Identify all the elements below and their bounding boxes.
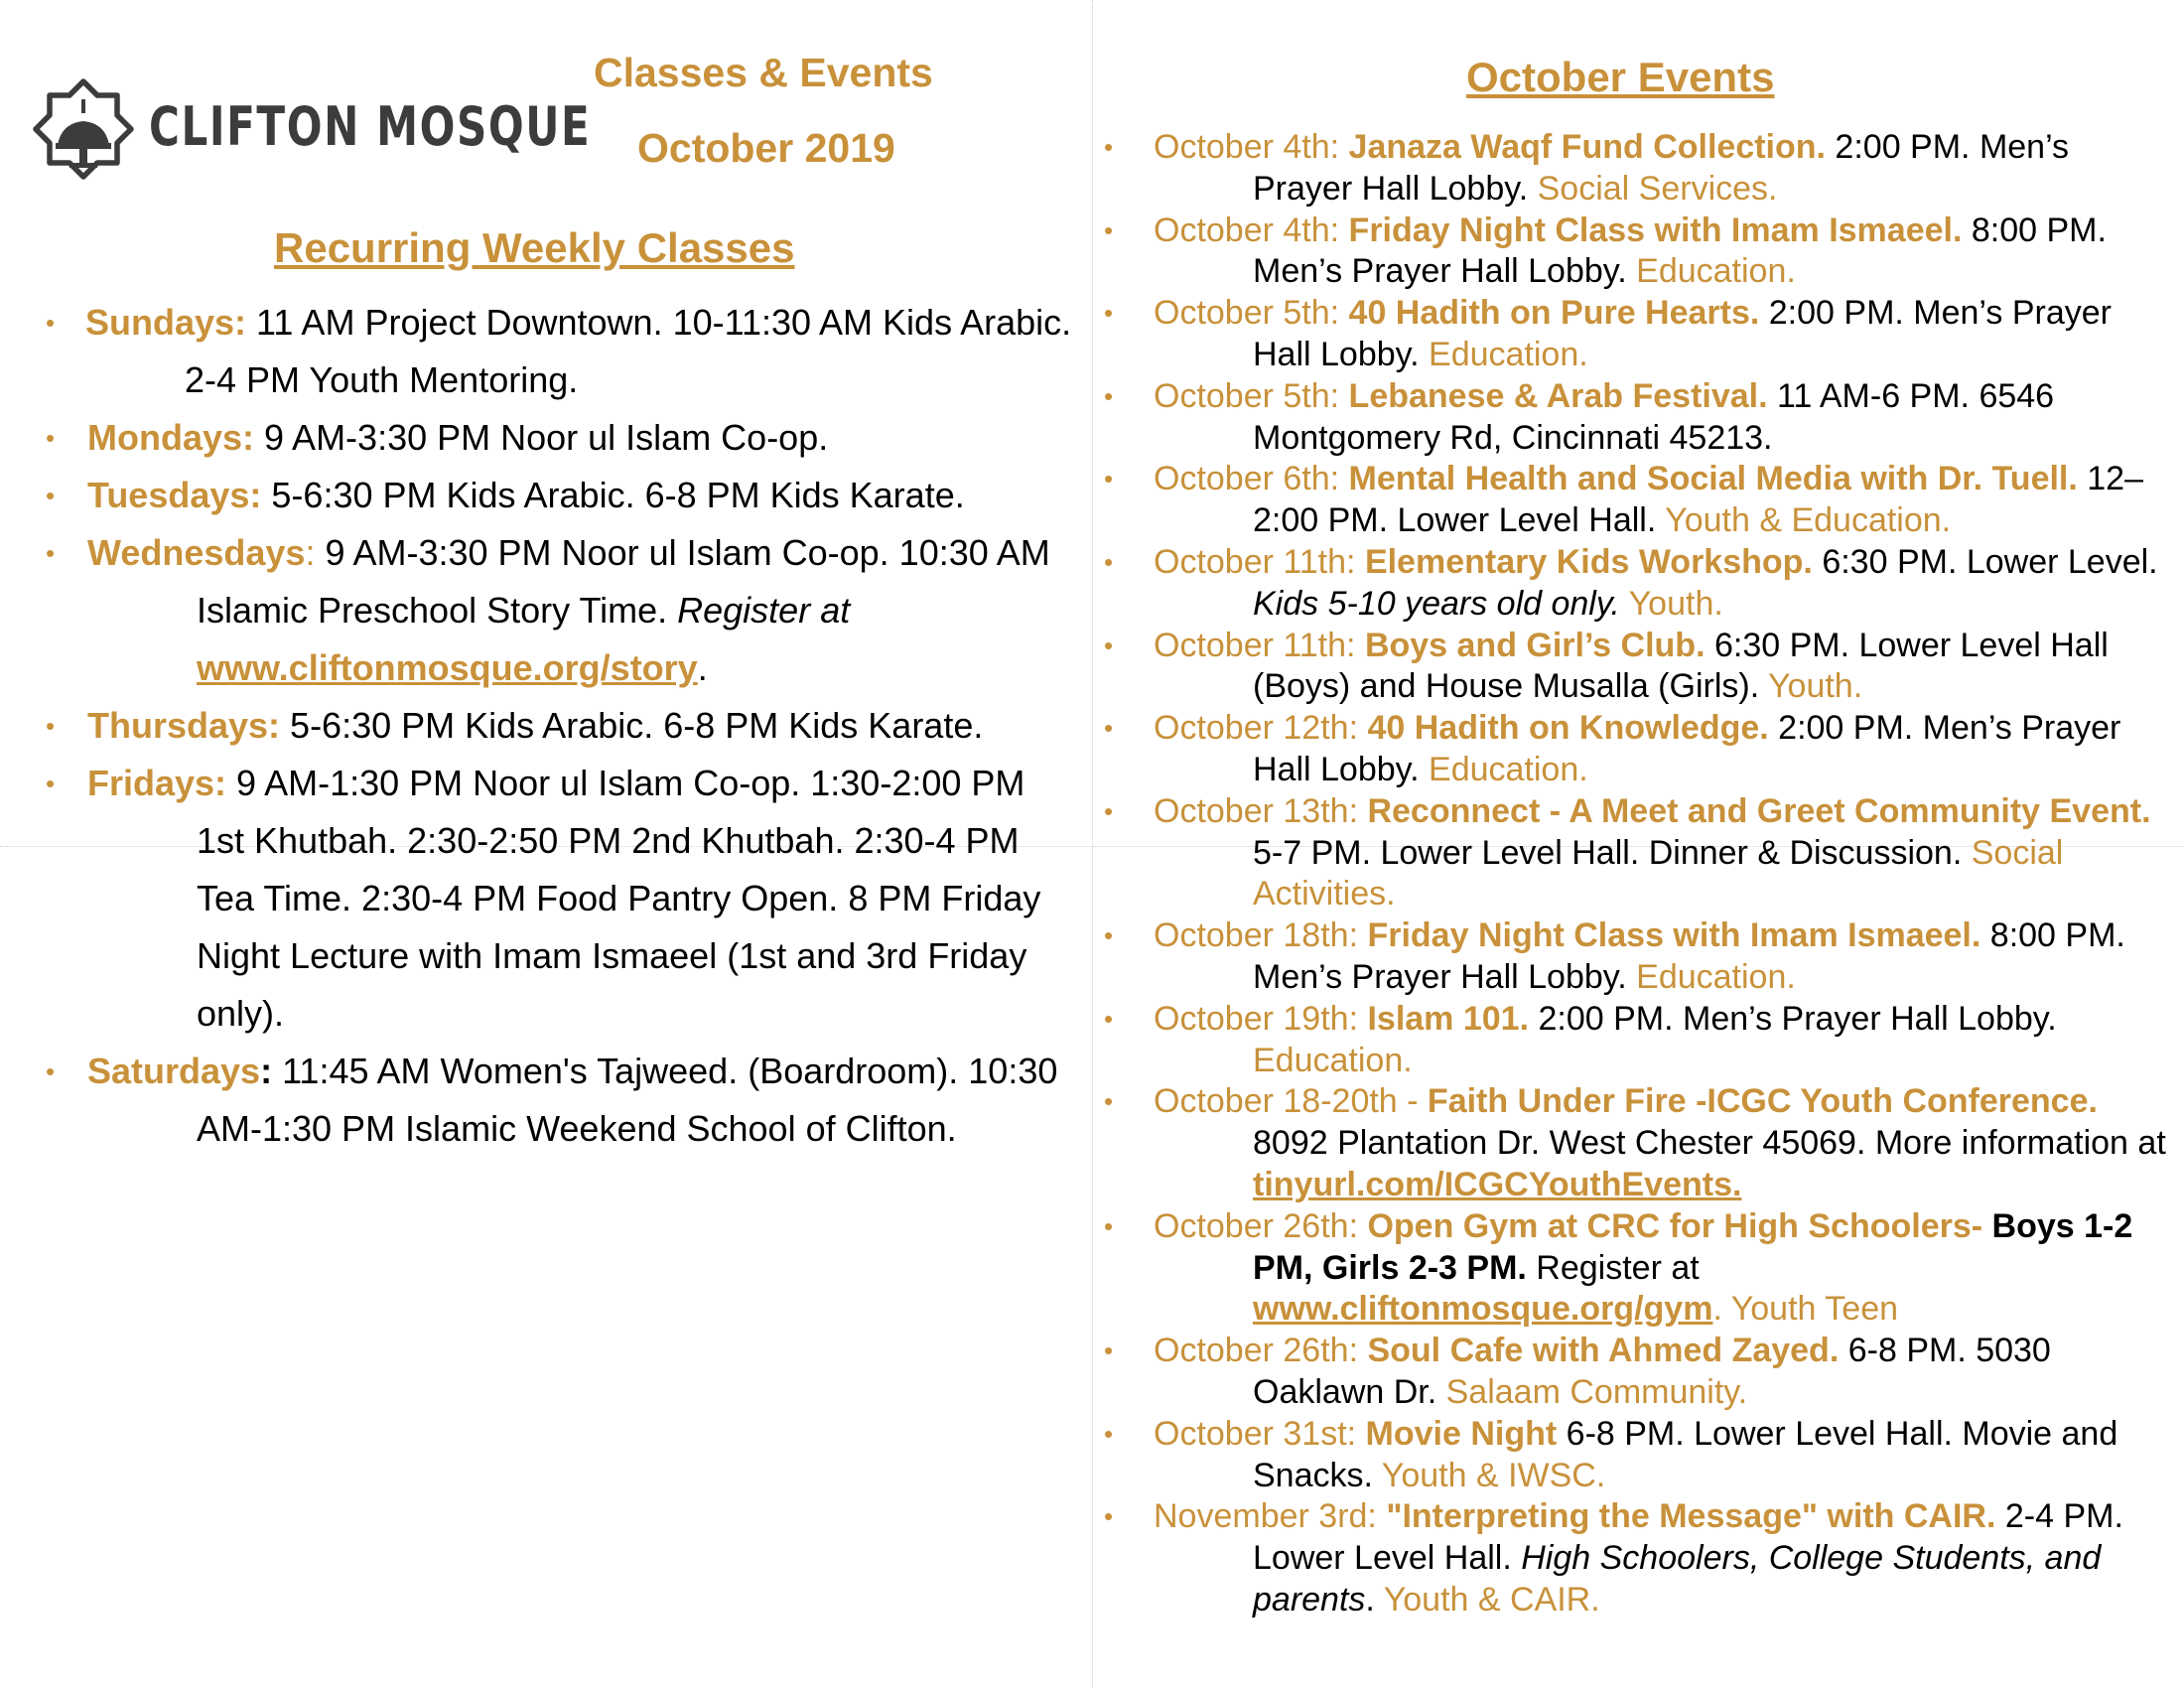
event-date: October 4th: <box>1154 211 1349 249</box>
event-date: October 19th: <box>1154 999 1368 1038</box>
event-date: October 5th: <box>1154 376 1349 415</box>
list-item-mondays <box>0 409 1072 467</box>
event-category: Education. <box>1429 750 1588 788</box>
event-date: October 11th: <box>1154 542 1365 581</box>
story-link[interactable]: www.cliftonmosque.org/story <box>197 647 698 688</box>
class-details: 11 AM Project Downtown. 10-11:30 AM Kids Arabic. 2-4 PM Youth Mentoring. <box>185 302 1072 400</box>
list-item-wednesdays <box>0 524 1072 697</box>
event-details: 6-8 PM. Lower Level Hall. Movie and Snacks. <box>1253 1414 2118 1494</box>
clifton-mosque-logo <box>28 77 592 181</box>
event-date: October 4th: <box>1154 128 1349 166</box>
event-name: Reconnect - A Meet and Greet Community Event. <box>1367 791 2151 830</box>
event-item <box>1092 791 2174 915</box>
event-details: 6-8 PM. 5030 Oaklawn Dr. <box>1253 1332 2051 1411</box>
event-date: October 26th: <box>1154 1332 1368 1370</box>
day-label: Fridays: <box>87 763 227 803</box>
event-date: October 12th: <box>1154 709 1368 748</box>
day-colon: : <box>305 532 316 573</box>
event-category: Education. <box>1253 1041 1413 1079</box>
event-name: Boys and Girl’s Club. <box>1364 626 1706 664</box>
event-name: Islam 101. <box>1367 999 1530 1038</box>
event-details: 6:30 PM. Lower Level Hall (Boys) and House Musalla (Girls). <box>1253 626 2109 706</box>
event-details: 12–2:00 PM. Lower Level Hall. <box>1253 460 2144 540</box>
event-details: 2:00 PM. Men’s Prayer Hall Lobby. <box>1253 128 2070 208</box>
event-details: 8092 Plantation Dr. West Chester 45069. More information at <box>1253 1124 2166 1163</box>
period: . <box>1365 1580 1375 1618</box>
event-item <box>1092 708 2174 791</box>
event-item <box>1092 1081 2174 1205</box>
event-item <box>1092 1331 2174 1414</box>
event-category: Salaam Community. <box>1445 1372 1748 1411</box>
page-month: October 2019 <box>637 125 895 171</box>
event-date: October 5th: <box>1154 294 1349 333</box>
event-details: 8:00 PM. Men’s Prayer Hall Lobby. <box>1253 211 2107 291</box>
day-colon: : <box>260 1051 273 1091</box>
day-label: Wednesdays <box>87 532 306 573</box>
event-item <box>1092 999 2174 1082</box>
class-details: 5-6:30 PM Kids Arabic. 6-8 PM Kids Karate. <box>261 475 965 515</box>
event-date: October 11th: <box>1154 626 1365 664</box>
event-category: Education. <box>1429 335 1588 373</box>
event-name: Elementary Kids Workshop. <box>1364 542 1813 581</box>
event-item <box>1092 1496 2174 1620</box>
event-item <box>1092 376 2174 460</box>
event-name: 40 Hadith on Knowledge. <box>1367 709 1769 748</box>
day-label: Sundays: <box>85 302 247 343</box>
icgc-youth-events-link[interactable]: tinyurl.com/ICGCYouthEvents. <box>1253 1165 1742 1203</box>
class-details: 9 AM-3:30 PM Noor ul Islam Co-op. 10:30 AM Islamic Preschool Story Time. <box>197 532 1050 631</box>
event-item <box>1092 542 2174 626</box>
event-details: 8:00 PM. Men’s Prayer Hall Lobby. <box>1253 916 2125 996</box>
event-item <box>1092 915 2174 999</box>
event-item <box>1092 626 2174 709</box>
event-category: Youth. <box>1767 667 1863 706</box>
day-label: Tuesdays: <box>87 475 262 515</box>
event-name: Mental Health and Social Media with Dr. Tuell. <box>1348 460 2078 498</box>
class-details: 5-6:30 PM Kids Arabic. 6-8 PM Kids Karate. <box>280 705 984 746</box>
gym-link[interactable]: www.cliftonmosque.org/gym <box>1253 1290 1713 1329</box>
event-details: 2:00 PM. Men’s Prayer Hall Lobby. <box>1253 294 2112 373</box>
event-date: October 6th: <box>1154 460 1349 498</box>
event-date: October 18-20th - <box>1154 1082 1428 1121</box>
event-audience: Kids 5-10 years old only. <box>1253 584 1620 623</box>
event-audience: High Schoolers, College Students, and parents <box>1253 1539 2102 1618</box>
event-category: Youth. <box>1619 584 1723 623</box>
list-item-saturdays <box>0 1043 1072 1158</box>
october-events-heading: October Events <box>1466 54 1775 100</box>
event-date: November 3rd: <box>1154 1497 1387 1536</box>
october-events-list <box>1092 127 2174 1621</box>
period: . <box>697 647 708 688</box>
event-item <box>1092 1206 2174 1331</box>
logo-text: CLIFTON MOSQUE <box>149 95 592 158</box>
register-note: Register at <box>677 590 851 631</box>
event-category: Social Services. <box>1537 169 1778 208</box>
event-category: Youth & CAIR. <box>1374 1580 1600 1618</box>
event-item <box>1092 211 2174 294</box>
event-category: Education. <box>1636 252 1796 291</box>
event-category: . Youth Teen <box>1712 1290 1899 1329</box>
event-details: 6:30 PM. Lower Level. <box>1812 542 2158 581</box>
event-item <box>1092 459 2174 542</box>
class-details: 9 AM-3:30 PM Noor ul Islam Co-op. <box>254 417 829 458</box>
event-date: October 31st: <box>1154 1414 1366 1453</box>
event-name: 40 Hadith on Pure Hearts. <box>1348 294 1760 333</box>
event-name: Friday Night Class with Imam Ismaeel. <box>1348 211 1963 249</box>
event-details: 5-7 PM. Lower Level Hall. Dinner & Discussion. <box>1253 833 1972 872</box>
event-item <box>1092 127 2174 211</box>
event-date: October 18th: <box>1154 916 1368 955</box>
event-name: Soul Cafe with Ahmed Zayed. <box>1367 1332 1840 1370</box>
event-date: October 26th: <box>1154 1206 1368 1245</box>
event-category: Social Activities. <box>1253 833 2064 914</box>
event-category: Education. <box>1636 957 1796 996</box>
list-item-tuesdays <box>0 467 1072 524</box>
day-label: Saturdays <box>87 1051 261 1091</box>
event-item <box>1092 293 2174 376</box>
event-name: Friday Night Class with Imam Ismaeel. <box>1367 916 1981 955</box>
event-details: 2-4 PM. Lower Level Hall. <box>1253 1497 2123 1578</box>
event-name: Movie Night <box>1365 1414 1558 1453</box>
event-name: Faith Under Fire -ICGC Youth Conference. <box>1427 1082 2098 1121</box>
event-name: "Interpreting the Message" with CAIR. <box>1386 1497 1996 1536</box>
day-label: Thursdays: <box>87 705 281 746</box>
event-details: 2:00 PM. Men’s Prayer Hall Lobby. <box>1529 999 2057 1038</box>
list-item-thursdays <box>0 697 1072 755</box>
class-details: 9 AM-1:30 PM Noor ul Islam Co-op. 1:30-2:00 PM 1st Khutbah. 2:30-2:50 PM 2nd Khutbah. 2:30-4 PM Tea Time. 2:30-4 PM Food Pantry Open. 8 PM Friday Night Lecture with Imam Ismaeel (1st and 3rd Friday only). <box>197 763 1041 1034</box>
event-date: October 13th: <box>1154 791 1368 830</box>
event-details: Register at <box>1526 1248 1700 1287</box>
event-times: Boys 1-2 PM, Girls 2-3 PM. <box>1253 1206 2133 1287</box>
event-details: 2:00 PM. Men’s Prayer Hall Lobby. <box>1253 709 2121 788</box>
event-category: Youth & IWSC. <box>1381 1456 1606 1494</box>
event-details: 11 AM-6 PM. 6546 Montgomery Rd, Cincinnati 45213. <box>1253 376 2055 457</box>
class-details: 11:45 AM Women's Tajweed. (Boardroom). 10:30 AM-1:30 PM Islamic Weekend School of Clifton. <box>197 1051 1058 1149</box>
recurring-classes-heading: Recurring Weekly Classes <box>274 224 795 271</box>
list-item-sundays <box>0 294 1072 409</box>
page-title: Classes & Events <box>594 50 933 95</box>
event-name: Lebanese & Arab Festival. <box>1348 376 1768 415</box>
event-category: Youth & Education. <box>1665 501 1952 540</box>
day-label: Mondays: <box>87 417 255 458</box>
event-item <box>1092 1414 2174 1497</box>
mosque-star-emblem-icon <box>28 77 139 181</box>
event-name: Open Gym at CRC for High Schoolers- <box>1367 1206 1983 1245</box>
event-name: Janaza Waqf Fund Collection. <box>1348 128 1826 166</box>
recurring-classes-list <box>0 294 1072 1158</box>
list-item-fridays <box>0 755 1072 1043</box>
